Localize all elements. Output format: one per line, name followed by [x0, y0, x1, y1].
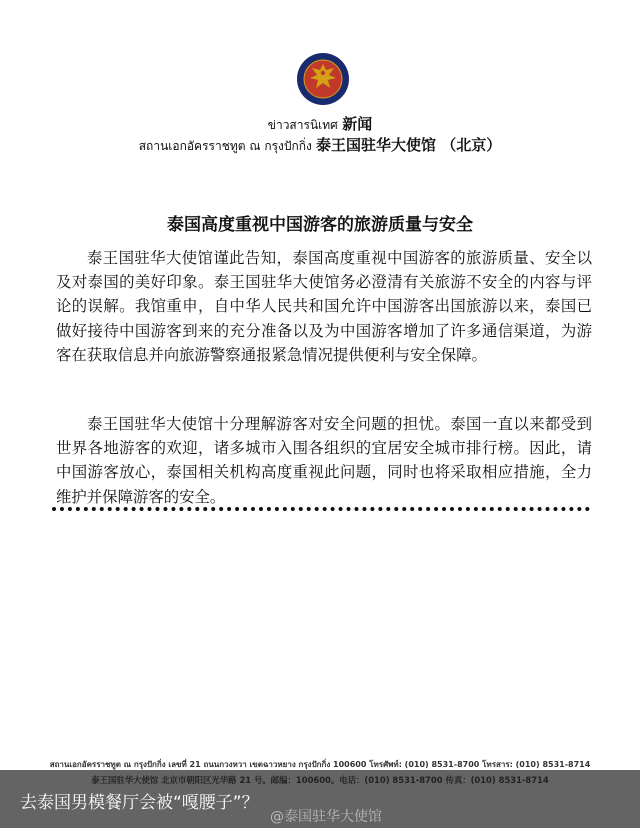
document-title: 泰国高度重视中国游客的旅游质量与安全	[167, 215, 473, 235]
header-line-1	[0, 113, 640, 135]
caption-text: 去泰国男模餐厅会被“嘎腰子”？	[20, 793, 259, 813]
footer-thai-address: สถานเอกอัครราชทูต ณ กรุงปักกิ่ง เลขที่ 21 ถนนกวงหวา เขตฉาวหยาง กรุงปักกิ่ง 100600 โทรศัพท์: (010) 8531-8700 โทรสาร: (010) 8531-8714	[49, 760, 591, 769]
dotted-divider	[52, 507, 590, 511]
header-cn-embassy: 泰王国驻华大使馆 （北京）	[316, 136, 502, 154]
header-thai-news: ข่าวสารนิเทศ	[267, 118, 338, 132]
header-line-2	[0, 134, 640, 156]
paragraph-1: 泰王国驻华大使馆谨此告知，泰国高度重视中国游客的旅游质量、安全以及对泰国的美好印象。泰王国驻华大使馆务必澄清有关旅游不安全的内容与评论的误解。我馆重申，自中华人民共和国允许中国游客出国旅游以来，泰国已做好接待中国游客到来的充分准备以及为中国游客增加了许多通信渠道，为游客在获取信息并向旅游警察通报紧急情况提供便利与安全保障。	[56, 249, 592, 364]
header-cn-news: 新闻	[342, 115, 373, 133]
watermark-text: @泰国驻华大使馆	[270, 809, 382, 825]
header-thai-embassy: สถานเอกอัครราชทูต ณ กรุงปักกิ่ง	[138, 139, 312, 153]
embassy-emblem-icon	[296, 52, 350, 106]
paragraph-2: 泰王国驻华大使馆十分理解游客对安全问题的担忧。泰国一直以来都受到世界各地游客的欢迎，诸多城市入围各组织的宜居安全城市排行榜。因此，请中国游客放心，泰国相关机构高度重视此问题，同时也将采取相应措施，全力维护并保障游客的安全。	[56, 415, 592, 506]
